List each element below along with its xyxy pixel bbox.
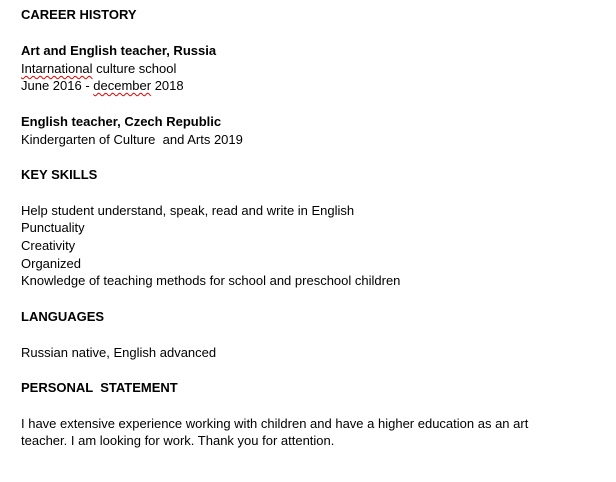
personal-statement-heading: PERSONAL STATEMENT bbox=[21, 380, 178, 395]
personal-statement-line: I have extensive experience working with children and have a higher education as an art bbox=[21, 416, 529, 431]
job-dates bbox=[21, 78, 184, 94]
languages-heading: LANGUAGES bbox=[21, 309, 105, 324]
job-place-rest: culture school bbox=[92, 61, 177, 76]
job-place bbox=[21, 61, 176, 77]
skill-item: Organized bbox=[21, 256, 81, 271]
misspelled-word[interactable]: Intarnational bbox=[21, 61, 93, 76]
misspelled-word[interactable]: december bbox=[93, 78, 152, 93]
job-place: Kindergarten of Culture and Arts 2019 bbox=[21, 132, 243, 147]
job-title: Art and English teacher, Russia bbox=[21, 43, 217, 58]
personal-statement-line: teacher. I am looking for work. Thank you for attention. bbox=[21, 433, 335, 448]
skill-item: Knowledge of teaching methods for school and preschool children bbox=[21, 273, 401, 288]
skill-item: Creativity bbox=[21, 238, 76, 253]
skill-item: Help student understand, speak, read and write in English bbox=[21, 203, 355, 218]
job-dates-start: June 2016 - bbox=[21, 78, 94, 93]
career-history-heading: CAREER HISTORY bbox=[21, 7, 137, 22]
job-title: English teacher, Czech Republic bbox=[21, 114, 222, 129]
job-dates-end: 2018 bbox=[151, 78, 184, 93]
skill-item: Punctuality bbox=[21, 220, 85, 235]
languages-text: Russian native, English advanced bbox=[21, 345, 217, 360]
key-skills-heading: KEY SKILLS bbox=[21, 167, 98, 182]
